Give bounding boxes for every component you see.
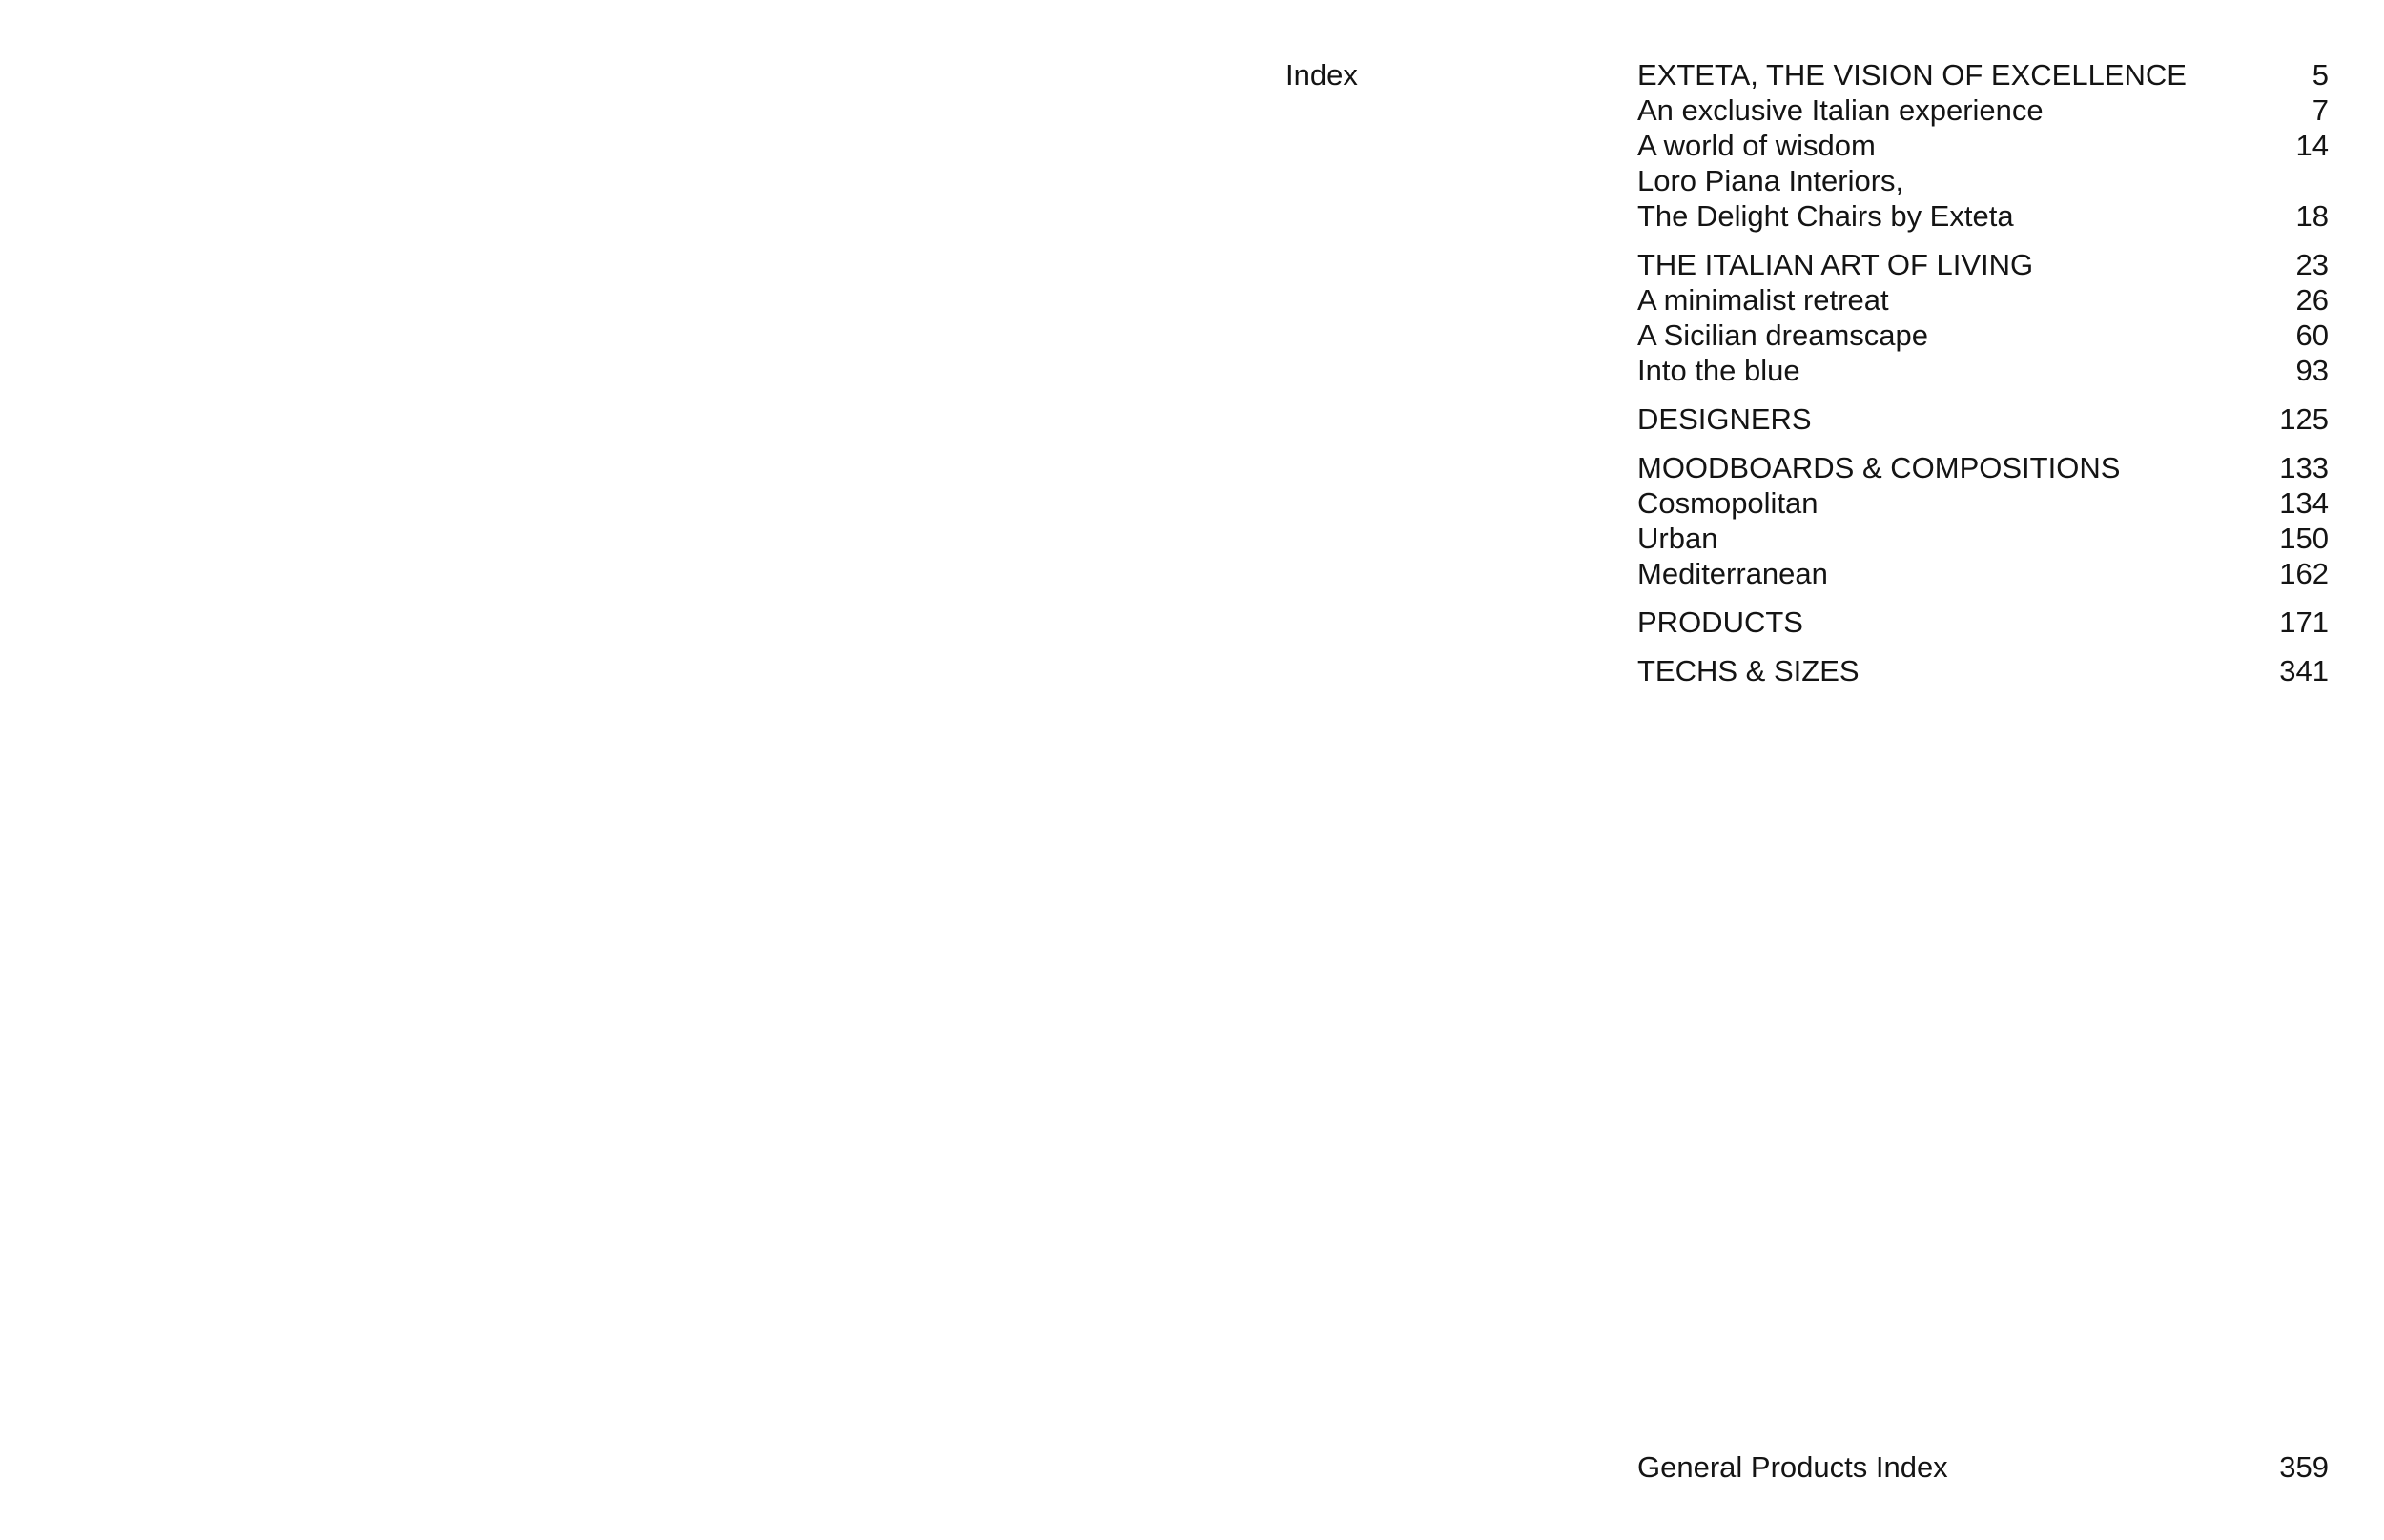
toc-entry[interactable] bbox=[1637, 318, 2329, 353]
footer-entry-page: 359 bbox=[2279, 1450, 2329, 1484]
general-products-index-entry[interactable] bbox=[1637, 1449, 2329, 1485]
toc-entry-page: 171 bbox=[2279, 606, 2329, 639]
toc-entry[interactable] bbox=[1637, 247, 2329, 282]
toc-section-techs bbox=[1637, 653, 2329, 688]
toc-entry-title: Mediterranean bbox=[1637, 557, 1828, 590]
toc-entry-page: 5 bbox=[2312, 58, 2329, 92]
toc-entry-title: Cosmopolitan bbox=[1637, 486, 1819, 520]
toc-entry[interactable] bbox=[1637, 556, 2329, 591]
toc-entry-page: 134 bbox=[2279, 486, 2329, 520]
toc-entry[interactable] bbox=[1637, 163, 2329, 234]
toc-entry-page: 162 bbox=[2279, 557, 2329, 590]
toc-entry-page: 341 bbox=[2279, 654, 2329, 688]
toc-entry[interactable] bbox=[1637, 521, 2329, 556]
toc-section-italian-art bbox=[1637, 247, 2329, 388]
toc-entry-title: PRODUCTS bbox=[1637, 606, 1803, 639]
footer-entry-title: General Products Index bbox=[1637, 1450, 1948, 1484]
toc-entry-title: DESIGNERS bbox=[1637, 402, 1812, 436]
index-heading: Index bbox=[1285, 58, 1358, 92]
toc-entry-page: 14 bbox=[2295, 129, 2329, 162]
toc-entry-page: 23 bbox=[2295, 248, 2329, 281]
toc-entry-page: 7 bbox=[2312, 93, 2329, 127]
toc-entry[interactable] bbox=[1637, 353, 2329, 388]
toc-entry-page: 60 bbox=[2295, 318, 2329, 352]
toc-section-designers bbox=[1637, 401, 2329, 437]
toc-section-vision bbox=[1637, 57, 2329, 234]
toc-entry-title: TECHS & SIZES bbox=[1637, 654, 1860, 688]
toc-entry[interactable] bbox=[1637, 57, 2329, 92]
toc-entry[interactable] bbox=[1637, 653, 2329, 688]
toc-entry-title: Urban bbox=[1637, 522, 1718, 555]
table-of-contents bbox=[1637, 57, 2329, 702]
toc-entry-title: A world of wisdom bbox=[1637, 129, 1876, 162]
toc-entry-title: THE ITALIAN ART OF LIVING bbox=[1637, 248, 2034, 281]
toc-entry[interactable] bbox=[1637, 92, 2329, 128]
toc-entry-page: 125 bbox=[2279, 402, 2329, 436]
toc-entry-title: Into the blue bbox=[1637, 354, 1800, 387]
toc-entry[interactable] bbox=[1637, 485, 2329, 521]
toc-entry-title: MOODBOARDS & COMPOSITIONS bbox=[1637, 451, 2121, 484]
toc-entry-page: 18 bbox=[2295, 199, 2329, 233]
toc-entry-page: 26 bbox=[2295, 283, 2329, 317]
toc-entry-title: EXTETA, THE VISION OF EXCELLENCE bbox=[1637, 58, 2187, 92]
toc-entry[interactable] bbox=[1637, 401, 2329, 437]
toc-entry-title: A Sicilian dreamscape bbox=[1637, 318, 1928, 352]
toc-entry[interactable] bbox=[1637, 605, 2329, 640]
toc-entry[interactable] bbox=[1637, 128, 2329, 163]
toc-section-products bbox=[1637, 605, 2329, 640]
toc-entry[interactable] bbox=[1637, 450, 2329, 485]
toc-entry[interactable] bbox=[1637, 282, 2329, 318]
toc-entry-title: An exclusive Italian experience bbox=[1637, 93, 2044, 127]
toc-entry-title: A minimalist retreat bbox=[1637, 283, 1889, 317]
toc-entry-page: 93 bbox=[2295, 354, 2329, 387]
toc-section-moodboards bbox=[1637, 450, 2329, 591]
toc-entry-title: Loro Piana Interiors, The Delight Chairs by Exteta bbox=[1637, 164, 2014, 233]
toc-entry-page: 133 bbox=[2279, 451, 2329, 484]
toc-entry-page: 150 bbox=[2279, 522, 2329, 555]
